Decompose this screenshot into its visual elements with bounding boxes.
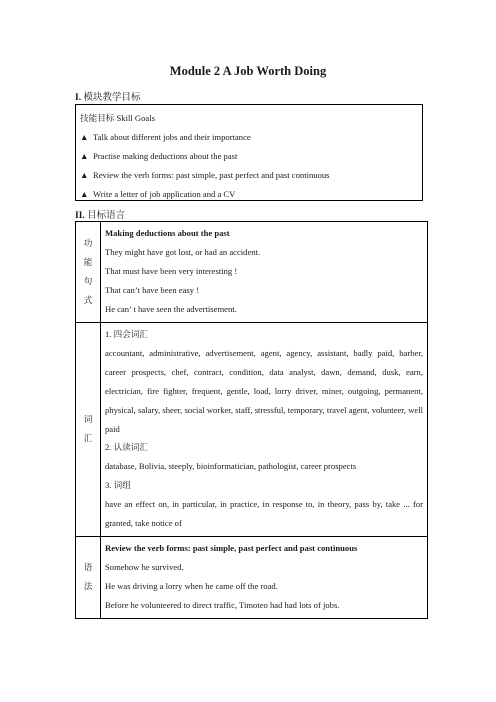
category-char: 式 bbox=[83, 295, 93, 305]
vocabulary-category bbox=[76, 323, 101, 537]
section-number: I. bbox=[75, 93, 82, 103]
section-number: II. bbox=[75, 211, 85, 221]
functions-content bbox=[101, 222, 428, 323]
example-sentence: Somehow he survived. bbox=[105, 561, 184, 572]
vocab-group-heading: 1. 四会词汇 bbox=[105, 329, 148, 339]
category-char: 语 bbox=[83, 562, 93, 573]
example-sentence: He was driving a lorry when he came off the road. bbox=[105, 580, 278, 591]
goal-text: Write a letter of job application and a CV bbox=[93, 189, 236, 199]
example-sentence: Before he volunteered to direct traffic, Timoteo had had lots of jobs. bbox=[105, 599, 340, 610]
target-language-table bbox=[75, 221, 428, 619]
vocabulary-content bbox=[101, 323, 428, 537]
triangle-bullet-icon: ▲ bbox=[80, 170, 89, 180]
vocab-word-list: accountant, administrative, advertisement, agent, agency, assistant, badly paid, barber, career prospects, chef, contract, condition, data analyst, dawn, demand, dusk, earn, electrician, fire fighter, frequent, gentle, load, lorry driver, miner, outgoing, permanent, physical, salary, sheer, social worker, staff, stressful, temporary, travel agent, volunteer, well paid bbox=[105, 347, 423, 434]
category-char: 功 bbox=[83, 238, 93, 248]
example-sentence: He can’ t have seen the advertisement. bbox=[105, 303, 237, 314]
category-char: 能 bbox=[83, 257, 93, 267]
goal-text: Practise making deductions about the past bbox=[93, 151, 238, 161]
goal-text: Review the verb forms: past simple, past perfect and past continuous bbox=[93, 170, 330, 180]
grammar-category bbox=[76, 536, 101, 618]
section-label: 模块教学目标 bbox=[83, 93, 141, 103]
grammar-heading: Review the verb forms: past simple, past perfect and past continuous bbox=[105, 542, 358, 553]
grammar-content bbox=[101, 536, 428, 618]
section-label: 目标语言 bbox=[87, 211, 126, 221]
example-sentence: That must have been very interesting ! bbox=[105, 266, 238, 277]
grammar-row bbox=[76, 536, 428, 618]
triangle-bullet-icon: ▲ bbox=[80, 132, 89, 142]
category-char: 句 bbox=[83, 276, 93, 286]
example-sentence: They might have got lost, or had an accident. bbox=[105, 247, 261, 258]
section-heading-2 bbox=[75, 207, 125, 221]
vocabulary-row bbox=[76, 323, 428, 537]
goal-item bbox=[80, 147, 422, 166]
page-title: Module 2 A Job Worth Doing bbox=[169, 64, 327, 78]
category-char: 词 bbox=[83, 414, 93, 425]
triangle-bullet-icon: ▲ bbox=[80, 151, 89, 161]
functions-row bbox=[76, 222, 428, 323]
functions-heading: Making deductions about the past bbox=[105, 228, 230, 239]
vocab-group-heading: 3. 词组 bbox=[105, 480, 131, 491]
example-sentence: That can’t have been easy ! bbox=[105, 284, 200, 295]
goal-item bbox=[80, 185, 422, 204]
functions-category bbox=[76, 222, 101, 323]
goal-item bbox=[80, 166, 422, 185]
vocab-group-heading: 2. 认读词汇 bbox=[105, 442, 148, 453]
section-heading-1 bbox=[75, 89, 140, 103]
skill-goals-heading: 技能目标 Skill Goals bbox=[80, 113, 155, 123]
skill-goals-box bbox=[75, 104, 423, 201]
goal-text: Talk about different jobs and their importance bbox=[93, 132, 251, 142]
triangle-bullet-icon: ▲ bbox=[80, 189, 89, 199]
vocab-word-list: have an effect on, in particular, in practice, in response to, in theory, pass by, take ... for granted, take notice of bbox=[105, 499, 423, 529]
category-char: 法 bbox=[83, 581, 93, 592]
goal-item bbox=[80, 128, 422, 147]
category-char: 汇 bbox=[83, 433, 93, 444]
vocab-word-list: database, Bolivia, steeply, bioinformatician, pathologist, career prospects bbox=[105, 461, 357, 472]
